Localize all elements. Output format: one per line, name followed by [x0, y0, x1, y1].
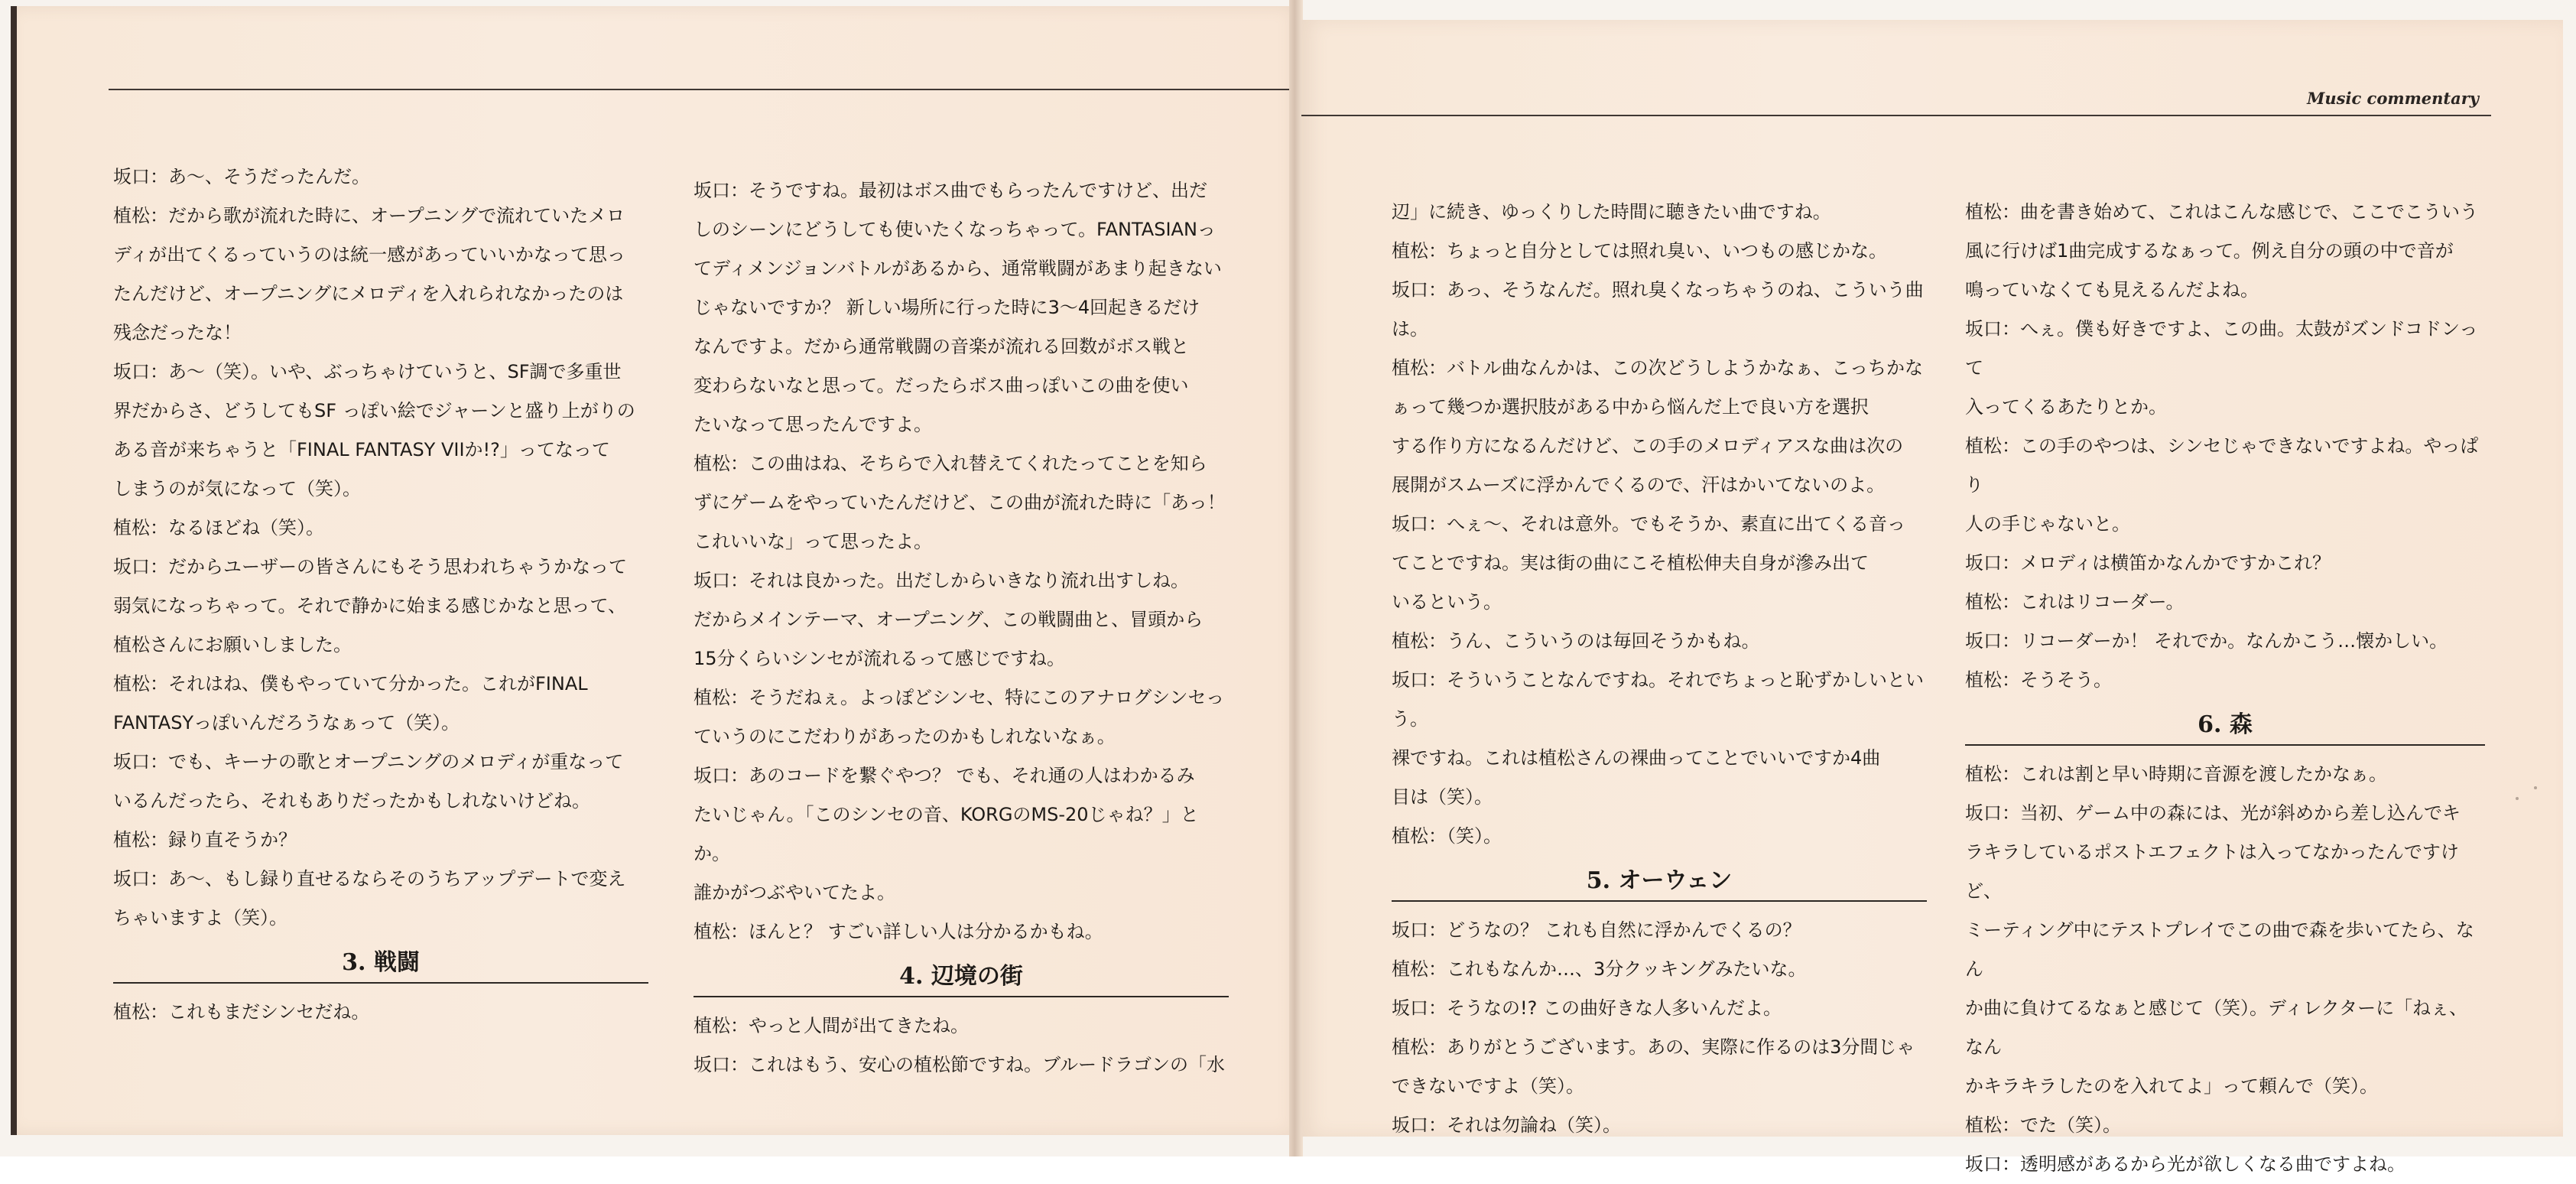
text-line: 植松：これもまだシンセだね。: [113, 1001, 370, 1023]
section-title: 5. オーウェン: [1392, 859, 1927, 902]
text-line: 残念だったな！: [113, 322, 242, 343]
text-line: 入ってくるあたりとか。: [1965, 396, 2167, 418]
text-line: 風に行けば1曲完成するなぁって。例え自分の頭の中で音が: [1965, 240, 2454, 262]
text-line: 植松：でた（笑）。: [1965, 1114, 2121, 1136]
text-line: 坂口：そうですね。最初はボス曲でもらったんですけど、出だ: [694, 180, 1207, 201]
right-page: [1301, 20, 2563, 1175]
text-line: ちゃいますよ（笑）。: [113, 907, 287, 929]
text-line: 植松：これは割と早い時期に音源を渡したかなぁ。: [1965, 763, 2387, 785]
text-line: 植松さんにお願いしました。: [113, 634, 352, 655]
text-line: 鳴っていなくても見えるんだよね。: [1965, 279, 2259, 301]
text-line: 植松：ちょっと自分としては照れ臭い、いつもの感じかな。: [1392, 240, 1887, 262]
text-line: 坂口：へぇ。僕も好きですよ、この曲。太鼓がズンドコドンって: [1965, 318, 2478, 379]
text-line: 植松：そうだねぇ。よっぽどシンセ、特にこのアナログシンセっ: [694, 687, 1225, 708]
text-line: 植松：だから歌が流れた時に、オープニングで流れていたメロ: [113, 205, 625, 226]
text-line: 植松：（笑）。: [1392, 825, 1502, 847]
section-title: 6. 森: [1965, 703, 2485, 746]
left-column-2: [694, 171, 1229, 1085]
text-line: 坂口：だからユーザーの皆さんにもそう思われちゃうかなって: [113, 556, 627, 577]
text-line: いるという。: [1392, 591, 1502, 613]
text-line: たんだけど、オープニングにメロディを入れられなかったのは: [113, 283, 624, 304]
text-line: 植松：ありがとうございます。あの、実際に作るのは3分間じゃ: [1392, 1036, 1915, 1058]
left-column-1: [113, 158, 648, 1032]
text-line: 植松：この曲はね、そちらで入れ替えてくれたってことを知ら: [694, 453, 1207, 474]
scan-speck: [2516, 797, 2519, 800]
text-line: 坂口：あのコードを繋ぐやつ？ でも、それ通の人はわかるみ: [694, 765, 1195, 786]
text-line: じゃないですか？ 新しい場所に行った時に3〜4回起きるだけ: [694, 297, 1200, 318]
text-line: しのシーンにどうしても使いたくなっちゃって。FANTASIANっ: [694, 219, 1216, 240]
text-line: 坂口：透明感があるから光が欲しくなる曲ですよね。: [1965, 1153, 2405, 1175]
text-line: ぁって幾つか選択肢がある中から悩んだ上で良い方を選択: [1392, 396, 1869, 418]
text-line: 植松：バトル曲なんかは、この次どうしようかなぁ、こっちかな: [1392, 357, 1924, 379]
text-line: 坂口：あっ、そうなんだ。照れ臭くなっちゃうのね、こういう曲は。: [1392, 279, 1924, 340]
text-line: FANTASYっぽいんだろうなぁって（笑）。: [113, 712, 460, 733]
text-line: 15分くらいシンセが流れるって感じですね。: [694, 648, 1065, 669]
text-line: てディメンジョンバトルがあるから、通常戦闘があまり起きない: [694, 258, 1222, 279]
text-line: 坂口：あ〜、もし録り直せるならそのうちアップデートで変え: [113, 868, 626, 890]
text-line: 坂口：へぇ〜、それは意外。でもそうか、素直に出てくる音っ: [1392, 513, 1905, 535]
text-line: 人の手じゃないと。: [1965, 513, 2130, 535]
text-line: 辺」に続き、ゆっくりした時間に聴きたい曲ですね。: [1392, 201, 1831, 223]
text-line: 植松：なるほどね（笑）。: [113, 517, 324, 538]
text-line: 植松：この手のやつは、シンセじゃできないですよね。やっぱり: [1965, 435, 2479, 496]
text-line: 坂口：リコーダーか！ それでか。なんかこう…懐かしい。: [1965, 630, 2448, 652]
text-line: 植松：そうそう。: [1965, 669, 2112, 691]
text-line: たいなって思ったんですよ。: [694, 414, 932, 435]
text-line: 坂口：でも、キーナの歌とオープニングのメロディが重なって: [113, 751, 624, 773]
right-column-2: [1965, 193, 2485, 1184]
text-line: かキラキラしたのを入れてよ」って頼んで（笑）。: [1965, 1075, 2378, 1097]
text-line: ある音が来ちゃうと「FINAL FANTASY VIIか!?」ってなって: [113, 439, 610, 460]
text-line: だからメインテーマ、オープニング、この戦闘曲と、冒頭から: [694, 609, 1204, 630]
header-title: Music commentary: [2307, 89, 2479, 108]
text-line: 植松：これもなんか…、3分クッキングみたいな。: [1392, 958, 1807, 980]
text-line: しまうのが気になって（笑）。: [113, 478, 361, 499]
text-line: 弱気になっちゃって。それで静かに始まる感じかなと思って、: [113, 595, 627, 616]
left-page: [11, 6, 1301, 1135]
text-line: 変わらないなと思って。だったらボス曲っぽいこの曲を使い: [694, 375, 1189, 396]
text-line: 坂口：どうなの？ これも自然に浮かんでくるの？: [1392, 919, 1801, 941]
text-line: 坂口：当初、ゲーム中の森には、光が斜めから差し込んでキ: [1965, 802, 2461, 824]
text-line: 界だからさ、どうしてもSF っぽい絵でジャーンと盛り上がりの: [113, 400, 635, 421]
left-top-rule: [109, 89, 1301, 90]
text-line: 坂口：そうなの!? この曲好きな人多いんだよ。: [1392, 997, 1782, 1019]
text-line: 坂口：それは勿論ね（笑）。: [1392, 1114, 1621, 1136]
text-line: ずにゲームをやっていたんだけど、この曲が流れた時に「あっ！: [694, 492, 1226, 513]
text-line: 裸ですね。これは植松さんの裸曲ってことでいいですか4曲: [1392, 747, 1881, 769]
text-line: 植松：これはリコーダー。: [1965, 591, 2185, 613]
text-line: 展開がスムーズに浮かんでくるので、汗はかいてないのよ。: [1392, 474, 1886, 496]
text-line: 誰かがつぶやいてたよ。: [694, 882, 895, 903]
section-title: 3. 戦闘: [113, 941, 648, 984]
text-line: なんですよ。だから通常戦闘の音楽が流れる回数がボス戦と: [694, 336, 1189, 357]
text-line: ラキラしているポストエフェクトは入ってなかったんですけど、: [1965, 841, 2459, 902]
text-line: 坂口：あ〜（笑）。いや、ぶっちゃけていうと、SF調で多重世: [113, 361, 622, 382]
text-line: 植松：やっと人間が出てきたね。: [694, 1015, 969, 1036]
text-line: 植松：録り直そうか？: [113, 829, 297, 851]
text-line: 坂口：そういうことなんですね。それでちょっと恥ずかしいという。: [1392, 669, 1924, 730]
text-line: ミーティング中にテストプレイでこの曲で森を歩いてたら、なん: [1965, 919, 2474, 980]
scan-speck: [2534, 786, 2537, 789]
text-line: 植松：ほんと？ すごい詳しい人は分かるかもね。: [694, 921, 1103, 942]
text-line: ディが出てくるっていうのは統一感があっていいかなって思っ: [113, 244, 625, 265]
text-line: 坂口：それは良かった。出だしからいきなり流れ出すしね。: [694, 570, 1189, 591]
text-line: 植松：それはね、僕もやっていて分かった。これがFINAL: [113, 673, 588, 694]
text-line: いるんだったら、それもありだったかもしれないけどね。: [113, 790, 590, 812]
right-top-rule: [1301, 115, 2491, 116]
text-line: たいじゃん。「このシンセの音、KORGのMS-20じゃね？」とか。: [694, 804, 1199, 864]
text-line: 坂口：メロディは横笛かなんかですかこれ？: [1965, 552, 2331, 574]
text-line: 坂口：あ〜、そうだったんだ。: [113, 166, 370, 187]
text-line: する作り方になるんだけど、この手のメロディアスな曲は次の: [1392, 435, 1904, 457]
section-title: 4. 辺境の街: [694, 955, 1229, 997]
text-line: 坂口：これはもう、安心の植松節ですね。ブルードラゴンの「水: [694, 1054, 1226, 1075]
text-line: 目は（笑）。: [1392, 786, 1493, 808]
text-line: 植松：曲を書き始めて、これはこんな感じで、ここでこういう: [1965, 201, 2479, 223]
text-line: できないですよ（笑）。: [1392, 1075, 1584, 1097]
text-line: ていうのにこだわりがあったのかもしれないなぁ。: [694, 726, 1116, 747]
text-line: てことですね。実は街の曲にこそ植松伸夫自身が滲み出て: [1392, 552, 1869, 574]
text-line: か曲に負けてるなぁと感じて（笑）。ディレクターに「ねぇ、なん: [1965, 997, 2468, 1058]
text-line: これいいな」って思ったよ。: [694, 531, 932, 552]
right-column-1: [1392, 193, 1927, 1145]
text-line: 植松：うん、こういうのは毎回そうかもね。: [1392, 630, 1760, 652]
